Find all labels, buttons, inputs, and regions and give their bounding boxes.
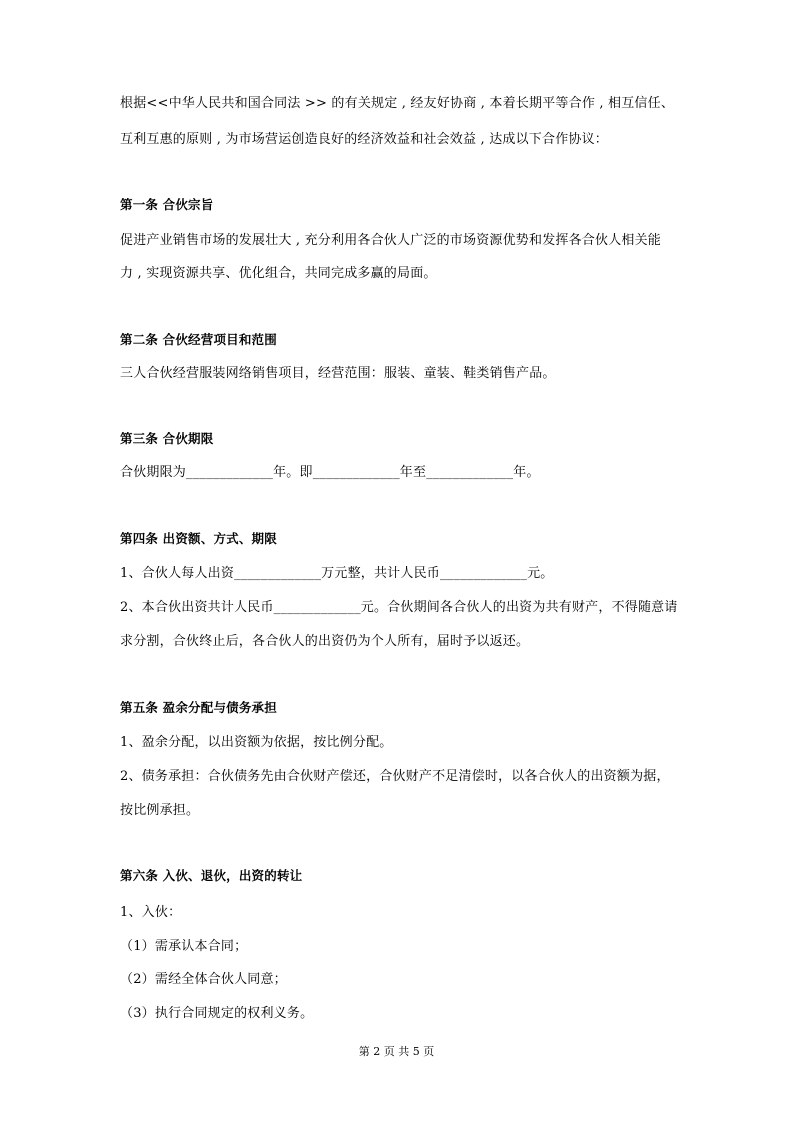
article-heading: 第六条 入伙、退伙，出资的转让 [120,868,303,883]
article-text-line: 求分割，合伙终止后，各合伙人的出资仍为个人所有，届时予以返还。 [120,634,530,649]
article-text-line: （1）需承认本合同； [120,939,248,954]
article-text-line: （3）执行合同规定的权利义务。 [120,1006,314,1021]
article-heading: 第一条 合伙宗旨 [120,197,214,212]
article-text-line: 1、入伙： [120,905,182,920]
article-heading: 第三条 合伙期限 [120,431,214,446]
page-number-footer: 第 2 页 共 5 页 [358,1045,435,1058]
article-text-line: 促进产业销售市场的发展壮大 , 充分利用各合伙人广泛的市场资源优势和发挥各合伙人相关能 [120,233,661,248]
article-text-line: 2、本合伙出资共计人民币_____________元。合伙期间各合伙人的出资为共有财产，不得随意请 [120,600,678,615]
article-heading: 第二条 合伙经营项目和范围 [120,332,277,347]
article-text-line: 2、债务承担：合伙债务先由合伙财产偿还，合伙财产不足清偿时，以各合伙人的出资额为据， [120,769,670,784]
article-text-line: 合伙期限为_____________年。即_____________年至_____________年。 [120,465,540,480]
preamble-line: 互利互惠的原则 , 为市场营运创造良好的经济效益和社会效益 , 达成以下合作协议： [120,132,608,147]
preamble-line: 根据<<中华人民共和国合同法 >> 的有关规定 , 经友好协商 , 本着长期平等合作 , 相互信任、 [120,96,675,111]
article-text-line: 力 , 实现资源共享、优化组合，共同完成多赢的局面。 [120,266,437,281]
article-heading: 第四条 出资额、方式、期限 [120,531,277,546]
article-text-line: 按比例承担。 [120,803,200,818]
article-text-line: 1、盈余分配，以出资额为依据，按比例分配。 [120,735,393,750]
article-text-line: 三人合伙经营服装网络销售项目，经营范围：服装、童装、鞋类销售产品。 [120,366,556,381]
article-text-line: （2）需经全体合伙人同意； [120,972,287,987]
article-heading: 第五条 盈余分配与债务承担 [120,700,277,715]
article-text-line: 1、合伙人每人出资_____________万元整，共计人民币_____________元。 [120,566,554,581]
